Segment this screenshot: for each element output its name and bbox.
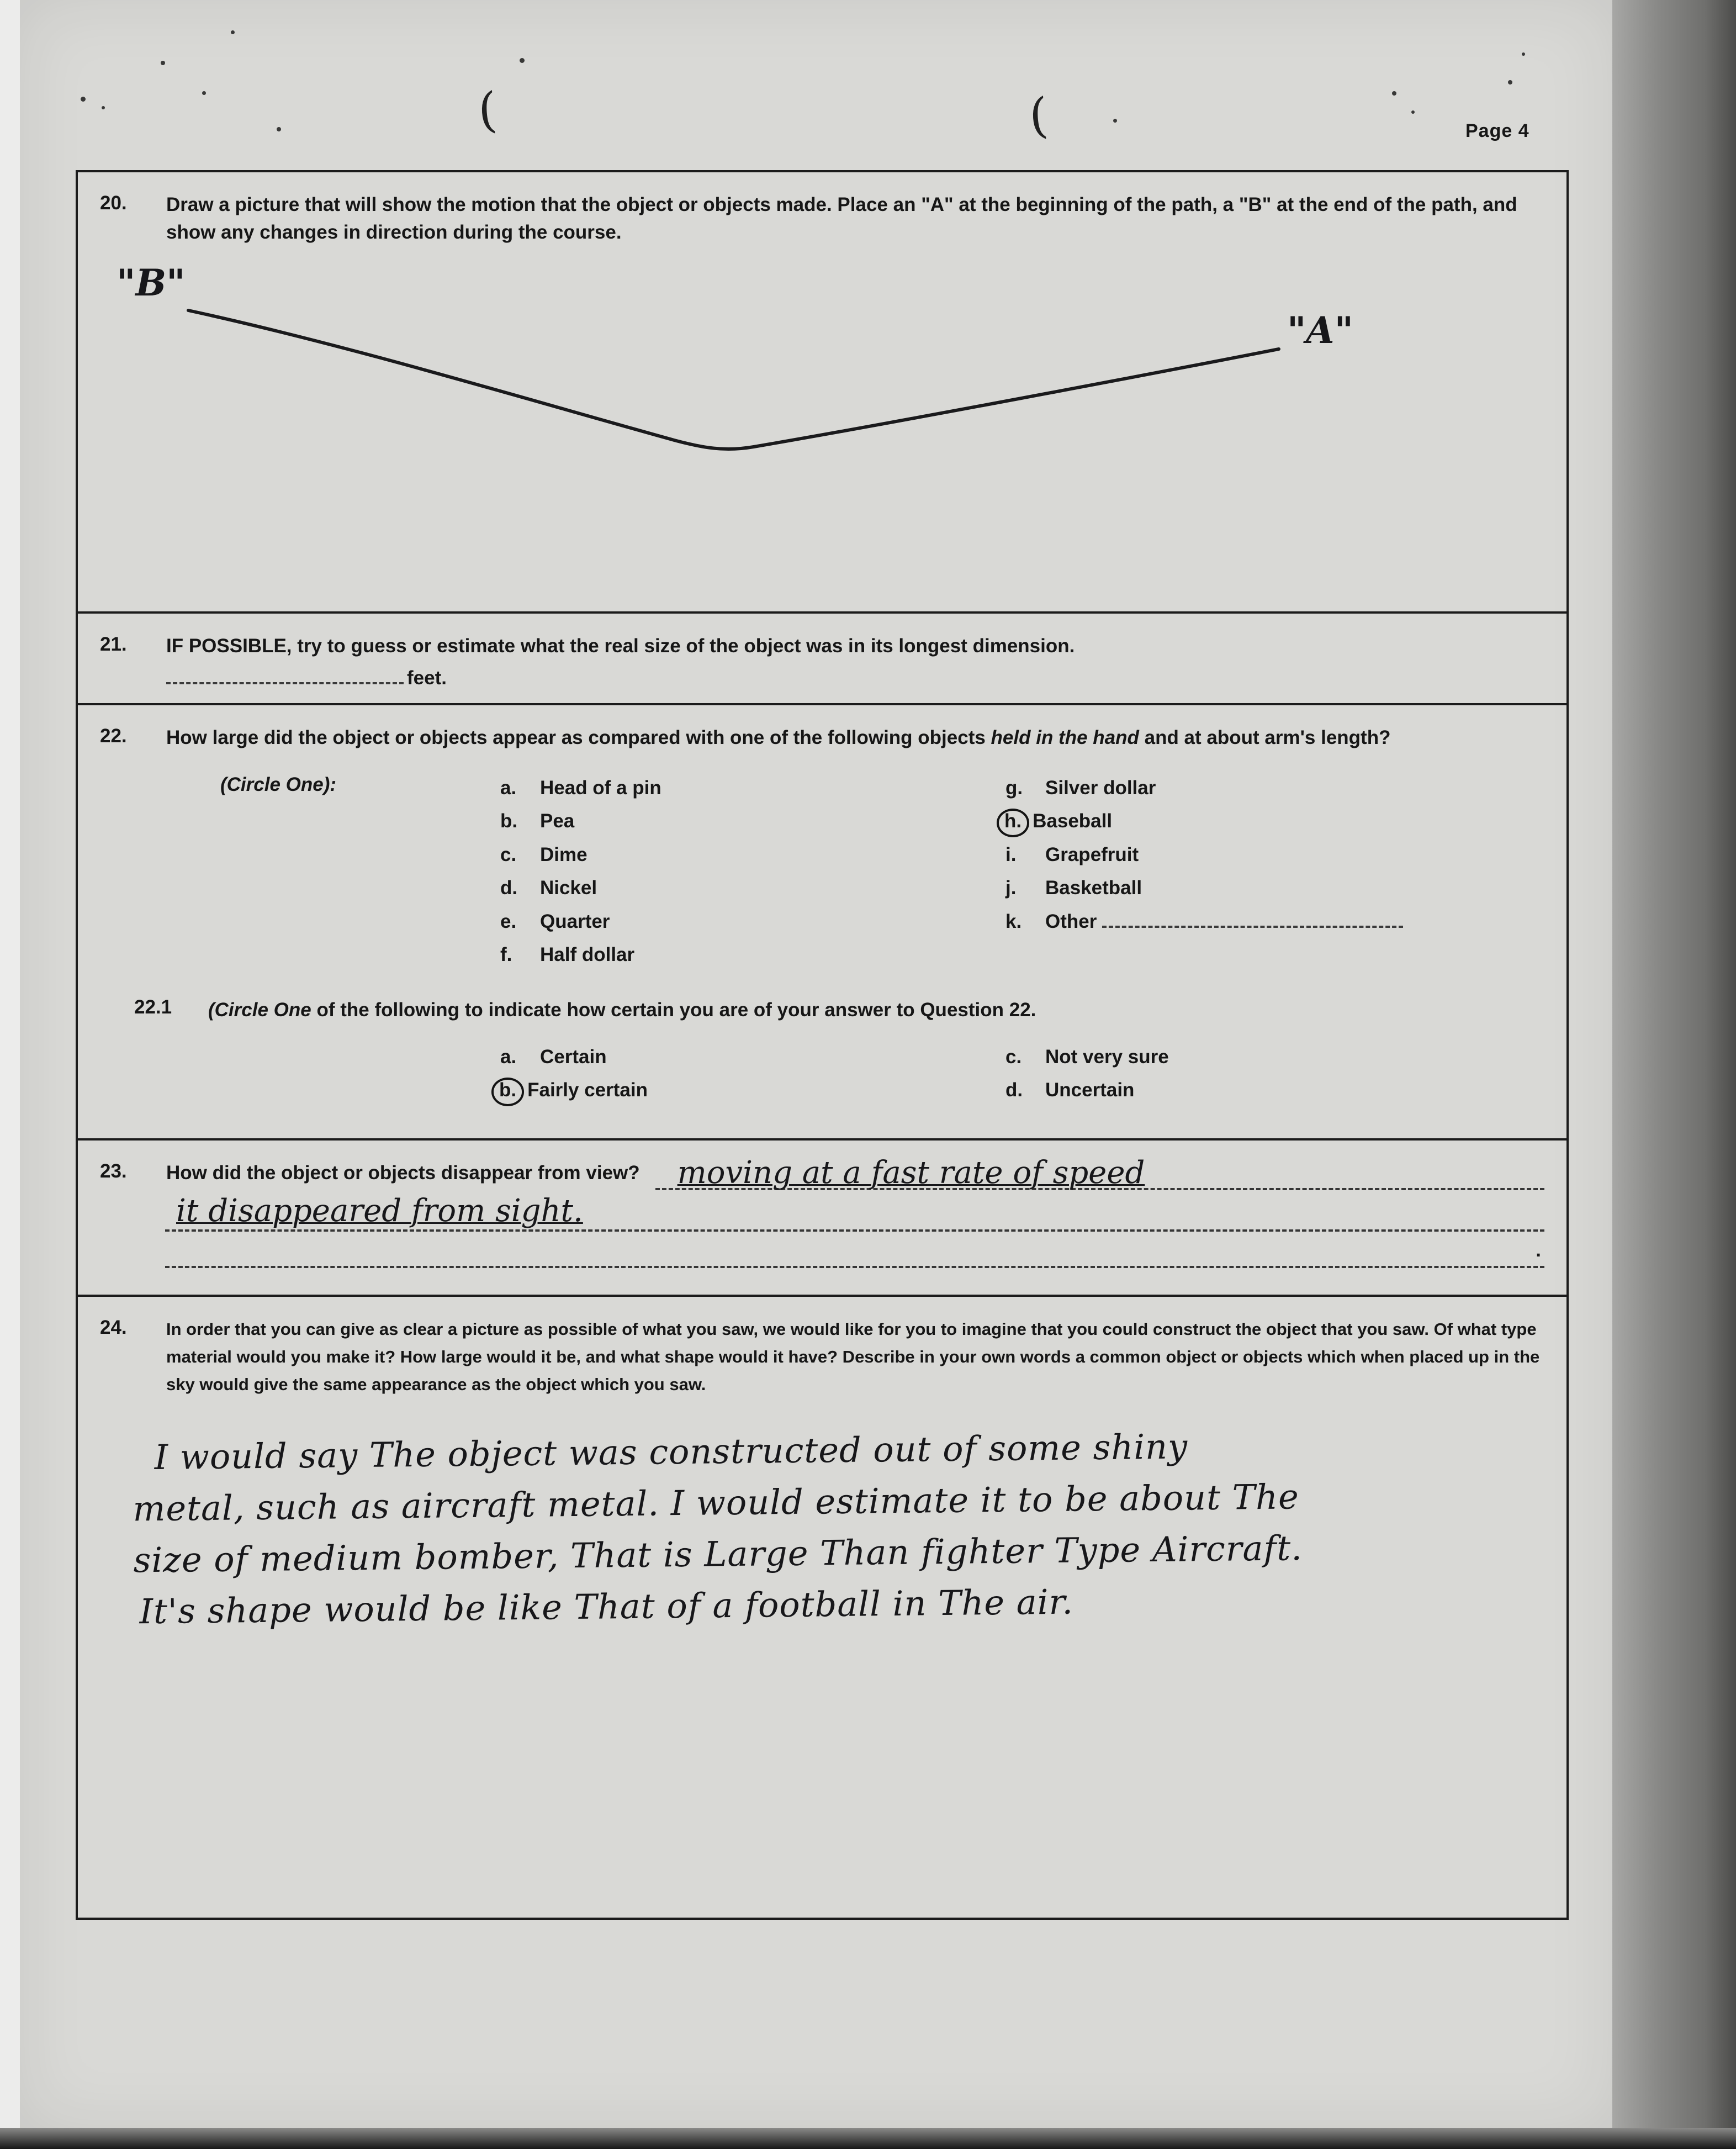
option-grapefruit[interactable]: i. Grapefruit xyxy=(1005,843,1139,865)
scan-speck xyxy=(202,91,206,95)
question-22-1-text: (Circle One of the following to indicate how certain you are of your answer to Question 22. xyxy=(208,999,1036,1021)
answer-blank-line-3[interactable]: . xyxy=(165,1239,1544,1268)
scan-speck xyxy=(520,58,525,63)
option-basketball[interactable]: j. Basketball xyxy=(1005,877,1142,899)
options-column-right xyxy=(1005,772,1403,972)
handwriting-line: size of medium bomber, That is Large Than fighter Type Aircraft. xyxy=(133,1527,1303,1581)
option-pea[interactable]: b. Pea xyxy=(500,810,575,832)
motion-path-drawing-area xyxy=(100,258,1544,567)
option-other[interactable]: k. Other xyxy=(1005,905,1403,939)
scan-speck xyxy=(1508,80,1512,85)
question-24-number: 24. xyxy=(100,1317,127,1338)
certainty-column-left xyxy=(500,1041,859,1107)
scan-speck xyxy=(1392,91,1396,96)
path-start-label-b: "B" xyxy=(117,261,186,305)
option-silver-dollar[interactable]: g. Silver dollar xyxy=(1005,777,1156,799)
option-head-of-pin[interactable]: a. Head of a pin xyxy=(500,777,661,799)
handwriting-line: metal, such as aircraft metal. I would estimate it to be about The xyxy=(133,1476,1300,1529)
option-nickel[interactable]: d. Nickel xyxy=(500,877,597,899)
question-22-1-number: 22.1 xyxy=(134,996,172,1018)
paper-sheet xyxy=(20,0,1612,2130)
question-23-number: 23. xyxy=(100,1160,127,1182)
scan-speck xyxy=(1522,52,1525,56)
question-22-number: 22. xyxy=(100,725,127,747)
scan-speck xyxy=(231,30,235,34)
answer-circle-mark: b. xyxy=(491,1078,524,1106)
hand-drawn-motion-path xyxy=(100,258,1547,567)
question-20-number: 20. xyxy=(100,192,127,214)
question-21-section xyxy=(78,611,1566,703)
option-not-very-sure[interactable]: c. Not very sure xyxy=(1005,1046,1169,1068)
scan-speck xyxy=(102,106,105,109)
question-24-text: In order that you can give as clear a picture as possible of what you saw, we would like for you to imagine that you could construct the object that you saw. Of what type material would you make it? How large would it be, and what shape would it have? Describe in your own words a common object or objects which when placed up in the sky would give the same appearance as the object which you saw. xyxy=(166,1319,1540,1395)
option-half-dollar[interactable]: f. Half dollar xyxy=(500,944,635,966)
options-column-left xyxy=(500,772,859,972)
handwriting-line: It's shape would be like That of a football in The air. xyxy=(139,1581,1074,1631)
stray-pen-mark: ( xyxy=(476,82,499,139)
handwritten-answer-line-2[interactable]: it disappeared from sight. xyxy=(165,1194,1544,1231)
question-22-text: How large did the object or objects appear as compared with one of the following objects held in the hand and at about arm's length? xyxy=(166,727,1391,748)
option-fairly-certain-circled[interactable]: b. Fairly certain xyxy=(500,1074,859,1107)
question-20-text: Draw a picture that will show the motion that the object or objects made. Place an "A" at the beginning of the path, a "B" at the end of the path, and show any changes in direction during the course. xyxy=(166,194,1517,243)
scan-speck xyxy=(1113,119,1117,123)
stray-pen-mark: ( xyxy=(1027,87,1050,145)
scan-speck xyxy=(277,127,281,131)
option-certain[interactable]: a. Certain xyxy=(500,1046,607,1068)
other-option-blank[interactable] xyxy=(1102,908,1403,928)
questionnaire-form-box xyxy=(76,170,1569,1920)
answer-circle-mark: h. xyxy=(997,809,1029,837)
option-quarter[interactable]: e. Quarter xyxy=(500,910,610,932)
certainty-column-right xyxy=(1005,1041,1169,1107)
question-22-section xyxy=(78,703,1566,1138)
question-23-section xyxy=(78,1138,1566,1295)
option-dime[interactable]: c. Dime xyxy=(500,843,588,865)
question-23-text: How did the object or objects disappear from view? xyxy=(166,1162,640,1184)
option-uncertain[interactable]: d. Uncertain xyxy=(1005,1079,1135,1101)
scan-speck xyxy=(81,97,86,102)
question-22-1-header xyxy=(100,996,1544,1024)
path-end-label-a: "A" xyxy=(1287,309,1353,352)
scan-left-edge xyxy=(0,0,20,2149)
handwriting-line: I would say The object was constructed out of some shiny xyxy=(154,1426,1188,1477)
question-21-number: 21. xyxy=(100,633,127,655)
circle-one-instruction: (Circle One): xyxy=(220,773,337,795)
size-estimate-blank[interactable] xyxy=(166,662,404,684)
scan-bottom-edge xyxy=(0,2128,1736,2149)
page-number-label: Page 4 xyxy=(1465,120,1529,141)
scan-speck xyxy=(1411,110,1415,114)
feet-unit-label: feet. xyxy=(407,667,447,689)
scan-right-edge xyxy=(1612,0,1736,2149)
question-21-text: IF POSSIBLE, try to guess or estimate what the real size of the object was in its longest dimension. xyxy=(166,635,1075,657)
handwritten-answer-line-1[interactable]: moving at a fast rate of speed xyxy=(655,1159,1544,1190)
question-22-options xyxy=(100,772,1544,972)
scan-speck xyxy=(161,61,165,65)
option-baseball-circled[interactable]: h. Baseball xyxy=(1005,805,1403,838)
question-22-1-options xyxy=(100,1041,1544,1107)
question-24-section xyxy=(78,1295,1566,1918)
question-20-section xyxy=(78,172,1566,611)
handwritten-description-answer[interactable] xyxy=(132,1417,1546,1637)
